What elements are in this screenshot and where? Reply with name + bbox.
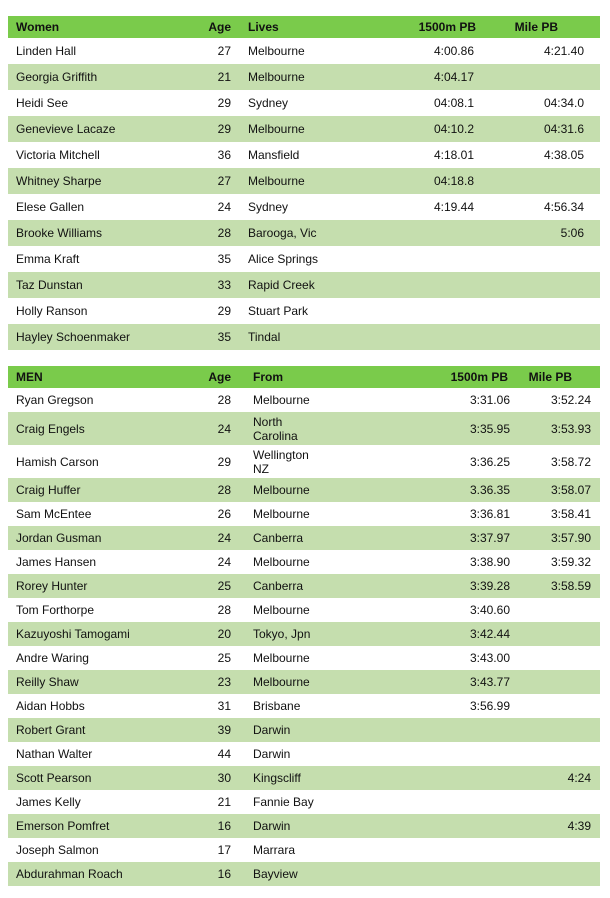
athlete-name: Robert Grant <box>16 723 86 737</box>
table-row <box>8 194 600 220</box>
athlete-name: Reilly Shaw <box>16 675 79 689</box>
athlete-location: Melbourne <box>253 651 310 665</box>
athlete-age: 31 <box>217 699 231 713</box>
athlete-age: 24 <box>217 200 231 214</box>
athlete-location: Melbourne <box>253 507 310 521</box>
pb-1500m: 04:18.8 <box>433 174 474 188</box>
athlete-location: Darwin <box>253 723 291 737</box>
athlete-name: Hamish Carson <box>16 454 99 469</box>
athlete-name: Andre Waring <box>16 651 89 665</box>
athlete-name: Georgia Griffith <box>16 70 98 84</box>
athlete-name: Nathan Walter <box>16 747 93 761</box>
table-row <box>8 550 600 574</box>
pb-1500m: 4:19.44 <box>433 200 474 214</box>
athlete-age: 21 <box>217 70 231 84</box>
men-header-name: MEN <box>16 370 43 384</box>
table-row <box>8 814 600 838</box>
pb-mile: 3:57.90 <box>550 531 591 545</box>
table-row <box>8 694 600 718</box>
pb-mile: 3:53.93 <box>550 421 591 436</box>
athlete-location: Tokyo, Jpn <box>253 627 311 641</box>
athlete-age: 28 <box>217 603 231 617</box>
athlete-name: Rorey Hunter <box>16 579 88 593</box>
table-row <box>8 90 600 116</box>
men-header-row <box>8 366 600 388</box>
athlete-name: Jordan Gusman <box>16 531 102 545</box>
table-row <box>8 574 600 598</box>
pb-1500m: 3:40.60 <box>469 603 510 617</box>
women-table-body <box>8 38 600 350</box>
table-row <box>8 598 600 622</box>
athlete-location: Canberra <box>253 531 304 545</box>
athlete-location: Rapid Creek <box>248 278 315 292</box>
pb-1500m: 3:43.00 <box>469 651 510 665</box>
men-header-1500m: 1500m PB <box>450 370 508 384</box>
pb-1500m: 3:31.06 <box>469 393 510 407</box>
pb-1500m: 4:04.17 <box>433 70 474 84</box>
women-table <box>8 16 600 350</box>
athlete-name: Taz Dunstan <box>16 278 83 292</box>
table-row <box>8 526 600 550</box>
table-row <box>8 246 600 272</box>
athlete-age: 29 <box>217 96 231 110</box>
athlete-age: 21 <box>217 795 231 809</box>
pb-mile: 4:21.40 <box>543 44 584 58</box>
athlete-age: 33 <box>217 278 231 292</box>
pb-mile: 04:31.6 <box>543 122 584 136</box>
table-row <box>8 862 600 886</box>
table-row <box>8 445 600 478</box>
athlete-age: 36 <box>217 148 231 162</box>
athlete-location: Melbourne <box>253 483 310 497</box>
table-row <box>8 790 600 814</box>
table-row <box>8 142 600 168</box>
athlete-location: Brisbane <box>253 699 301 713</box>
pb-1500m: 3:36.81 <box>469 507 510 521</box>
pb-1500m: 04:08.1 <box>433 96 474 110</box>
pb-mile: 4:56.34 <box>543 200 584 214</box>
table-row <box>8 64 600 90</box>
athlete-name: Tom Forthorpe <box>16 603 95 617</box>
athlete-location: Bayview <box>253 867 298 881</box>
pb-1500m: 3:37.97 <box>469 531 510 545</box>
pb-mile: 3:58.07 <box>550 483 591 497</box>
athlete-name: James Hansen <box>16 555 97 569</box>
table-row <box>8 38 600 64</box>
table-row <box>8 478 600 502</box>
athlete-name: Joseph Salmon <box>16 843 99 857</box>
women-header-age: Age <box>208 20 231 34</box>
athlete-name: Elese Gallen <box>16 200 85 214</box>
athlete-age: 20 <box>217 627 231 641</box>
pb-1500m: 3:42.44 <box>469 627 510 641</box>
athlete-age: 27 <box>217 174 231 188</box>
athlete-name: Linden Hall <box>16 44 77 58</box>
athlete-location: North Carolina <box>253 414 298 443</box>
athlete-name: Scott Pearson <box>16 771 92 785</box>
pb-mile: 4:39 <box>567 819 591 833</box>
athlete-age: 29 <box>217 454 231 469</box>
athlete-location: Sydney <box>248 96 289 110</box>
athlete-location: Mansfield <box>248 148 300 162</box>
athlete-location: Wellington NZ <box>253 447 309 476</box>
athlete-age: 30 <box>217 771 231 785</box>
table-row <box>8 220 600 246</box>
pb-1500m: 3:43.77 <box>469 675 510 689</box>
athlete-location: Stuart Park <box>248 304 309 318</box>
athlete-name: Genevieve Lacaze <box>16 122 116 136</box>
athlete-age: 39 <box>217 723 231 737</box>
pb-mile: 3:59.32 <box>550 555 591 569</box>
athlete-location: Marrara <box>253 843 296 857</box>
athlete-name: Heidi See <box>16 96 69 110</box>
athlete-location: Darwin <box>253 819 291 833</box>
athlete-location: Alice Springs <box>248 252 319 266</box>
athlete-name: Craig Engels <box>16 421 85 436</box>
table-row <box>8 670 600 694</box>
athlete-name: Aidan Hobbs <box>16 699 85 713</box>
men-table-body <box>8 388 600 886</box>
athlete-location: Melbourne <box>248 44 305 58</box>
athlete-name: Hayley Schoenmaker <box>16 330 131 344</box>
pb-1500m: 3.36.35 <box>469 483 510 497</box>
table-row <box>8 324 600 350</box>
table-row <box>8 116 600 142</box>
athlete-name: Emerson Pomfret <box>16 819 110 833</box>
men-table <box>8 366 600 886</box>
athlete-age: 27 <box>217 44 231 58</box>
athlete-name: Holly Ranson <box>16 304 88 318</box>
athlete-name: Victoria Mitchell <box>16 148 100 162</box>
women-header-1500m: 1500m PB <box>418 20 476 34</box>
athlete-location: Melbourne <box>253 393 310 407</box>
table-row <box>8 298 600 324</box>
table-row <box>8 502 600 526</box>
pb-1500m: 3:38.90 <box>469 555 510 569</box>
athlete-age: 28 <box>217 483 231 497</box>
athlete-name: Emma Kraft <box>16 252 80 266</box>
athlete-age: 29 <box>217 122 231 136</box>
athlete-name: Craig Huffer <box>16 483 81 497</box>
athlete-age: 23 <box>217 675 231 689</box>
pb-mile: 3:58.72 <box>550 454 591 469</box>
pb-mile: 3:52.24 <box>550 393 591 407</box>
table-row <box>8 766 600 790</box>
table-row <box>8 272 600 298</box>
athlete-age: 17 <box>217 843 231 857</box>
table-row <box>8 742 600 766</box>
pb-1500m: 04:10.2 <box>433 122 474 136</box>
athlete-name: Sam McEntee <box>16 507 92 521</box>
athlete-name: Whitney Sharpe <box>16 174 102 188</box>
athlete-location: Melbourne <box>253 603 310 617</box>
pb-mile: 04:34.0 <box>543 96 584 110</box>
table-row <box>8 646 600 670</box>
athlete-age: 35 <box>217 252 231 266</box>
athlete-location: Melbourne <box>253 675 310 689</box>
table-row <box>8 838 600 862</box>
men-header-mile: Mile PB <box>528 370 572 384</box>
athlete-location: Melbourne <box>248 174 305 188</box>
pb-1500m: 3:56.99 <box>469 699 510 713</box>
women-header-row <box>8 16 600 38</box>
men-header-place: From <box>253 370 283 384</box>
athlete-location: Melbourne <box>253 555 310 569</box>
athlete-location: Barooga, Vic <box>248 226 317 240</box>
pb-1500m: 4:00.86 <box>433 44 474 58</box>
athlete-age: 25 <box>217 579 231 593</box>
table-row <box>8 412 600 445</box>
athlete-name: Kazuyoshi Tamogami <box>16 627 130 641</box>
pb-1500m: 3:36.25 <box>469 454 510 469</box>
athlete-name: Ryan Gregson <box>16 393 94 407</box>
athlete-name: Abdurahman Roach <box>16 867 123 881</box>
athlete-location: Melbourne <box>248 70 305 84</box>
athlete-age: 24 <box>217 421 231 436</box>
pb-mile: 3:58.41 <box>550 507 591 521</box>
athlete-age: 28 <box>217 393 231 407</box>
pb-1500m: 4:18.01 <box>433 148 474 162</box>
athlete-age: 16 <box>217 819 231 833</box>
athlete-age: 24 <box>217 555 231 569</box>
athlete-location: Tindal <box>248 330 281 344</box>
athlete-name: James Kelly <box>16 795 81 809</box>
pb-1500m: 3:39.28 <box>469 579 510 593</box>
men-header-age: Age <box>208 370 231 384</box>
table-row <box>8 718 600 742</box>
women-header-place: Lives <box>248 20 279 34</box>
athlete-age: 25 <box>217 651 231 665</box>
table-row <box>8 168 600 194</box>
athlete-location: Fannie Bay <box>253 795 314 809</box>
athlete-age: 16 <box>217 867 231 881</box>
athlete-age: 24 <box>217 531 231 545</box>
athlete-age: 28 <box>217 226 231 240</box>
women-header-mile: Mile PB <box>514 20 558 34</box>
athlete-location: Canberra <box>253 579 304 593</box>
athlete-location: Sydney <box>248 200 289 214</box>
athlete-location: Darwin <box>253 747 291 761</box>
women-header-name: Women <box>16 20 60 34</box>
athlete-age: 26 <box>217 507 231 521</box>
athlete-age: 29 <box>217 304 231 318</box>
athlete-location: Kingscliff <box>253 771 301 785</box>
table-row <box>8 622 600 646</box>
pb-mile: 3:58.59 <box>550 579 591 593</box>
table-row <box>8 388 600 412</box>
pb-mile: 5:06 <box>560 226 584 240</box>
pb-1500m: 3:35.95 <box>469 421 510 436</box>
athlete-name: Brooke Williams <box>16 226 103 240</box>
athlete-location: Melbourne <box>248 122 305 136</box>
pb-mile: 4:38.05 <box>543 148 584 162</box>
pb-mile: 4:24 <box>567 771 591 785</box>
athlete-age: 44 <box>217 747 231 761</box>
athlete-age: 35 <box>217 330 231 344</box>
